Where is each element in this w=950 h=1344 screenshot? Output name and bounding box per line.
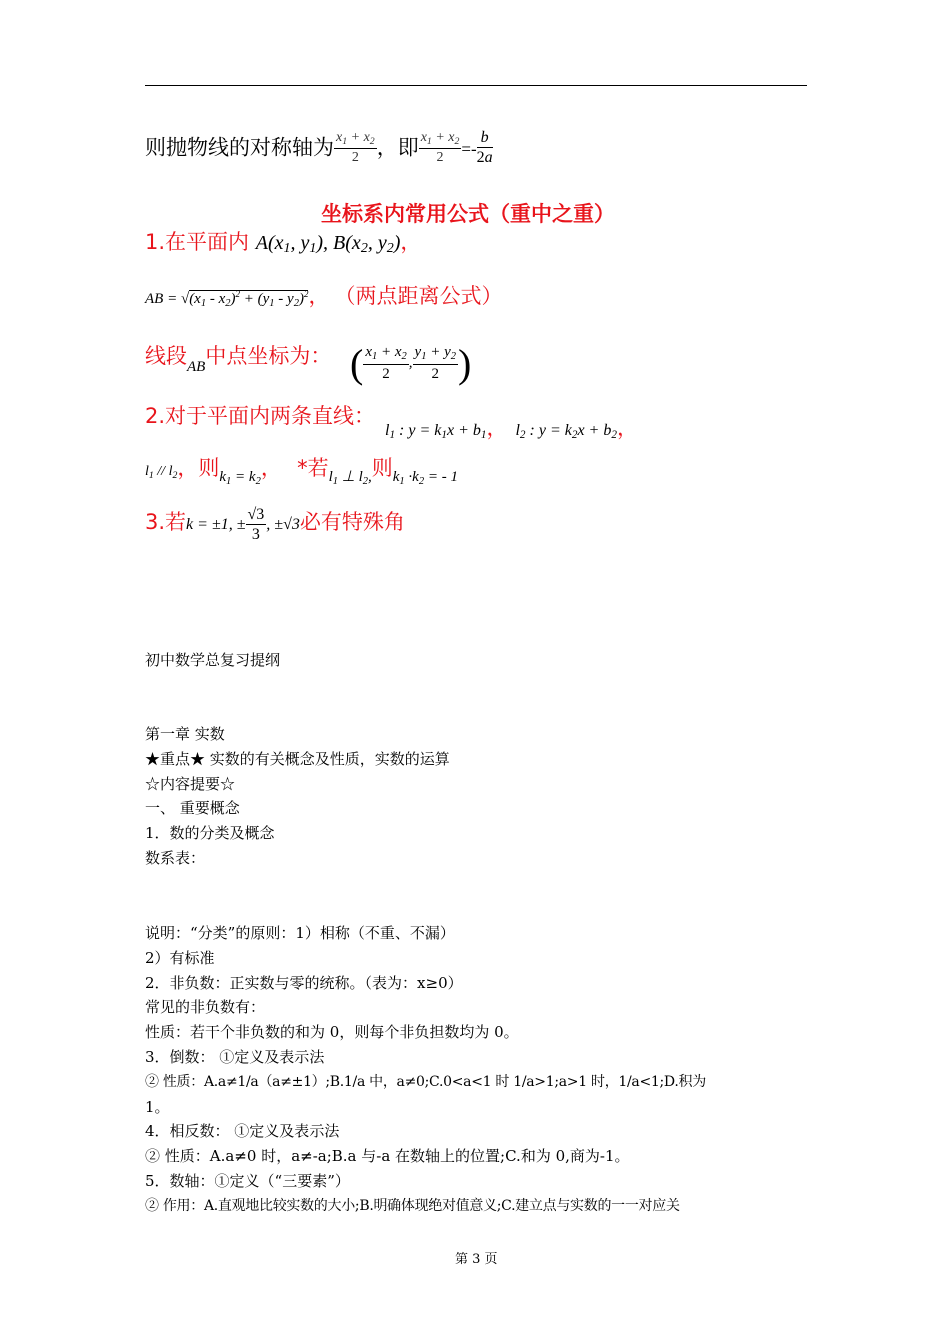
item1-line: 1.在平面内 $A(x_1$, $y_1$), $B(x_2$, $y_2$)， xyxy=(145,230,422,256)
comma-ji: ，即 xyxy=(376,135,419,160)
text-line: 2．非负数：正实数与零的统称。（表为：x≥0） xyxy=(145,973,463,992)
page-number: 第 3 页 xyxy=(455,1252,498,1267)
text-line: ☆内容提要☆ xyxy=(145,774,236,793)
notes-block xyxy=(145,921,809,1219)
parallel-perpendicular-line: $l_1 // l_2$，则$k_1 = k_2$， *若$l_1$ ⊥ $l_2$,则$k_1 \cdot k_2$ = - 1 xyxy=(145,456,458,487)
distance-formula: AB = $√(x_1 - x_2)^2 + (y_1 - y_2)^2$ xyxy=(145,289,309,309)
section-title: 坐标系内常用公式（重中之重） xyxy=(321,202,615,226)
fraction-x1-x2-over-2-b: $\frac{x_1 + x_2}{2}$ xyxy=(420,130,460,165)
distance-note: （两点距离公式） xyxy=(334,284,503,308)
distance-formula-line: AB = $√(x_1 - x_2)^2 + (y_1 - y_2)^2$， （两点距离公式） xyxy=(145,284,503,309)
text-line: 一、 重要概念 xyxy=(145,799,240,818)
text-line: 第一章 实数 xyxy=(145,725,225,743)
points-a-b: $A(x_1$, $y_1$), $B(x_2$, $y_2$) xyxy=(255,232,401,256)
midpoint-line xyxy=(145,340,331,376)
text-line: 4．相反数： ①定义及表示法 xyxy=(145,1122,340,1141)
midpoint-formula: ( $\frac{x_1 + x_2}{2}$ , $\frac{y_1 + y_2}{2}$ ) xyxy=(350,341,472,386)
equals-minus: =- xyxy=(461,139,477,159)
outline-title: 初中数学总复习提纲 xyxy=(145,651,281,669)
item3-label-b: 必有特殊角 xyxy=(299,510,405,535)
text-line: 性质：若干个非负数的和为 0，则每个非负担数均为 0。 xyxy=(145,1023,519,1042)
text-line: ② 作用：A.直观地比较实数的大小;B.明确体现绝对值意义;C.建立点与实数的一一对应关 xyxy=(145,1197,680,1214)
item1-label: 1.在平面内 xyxy=(145,230,250,254)
text-line: ② 性质：A.a≠0 时，a≠-a;B.a 与-a 在数轴上的位置;C.和为 0,商为-1。 xyxy=(145,1147,630,1166)
text-line: 2）有标准 xyxy=(145,948,215,967)
text-line: 说明：“分类”的原则：1）相称（不重、不漏） xyxy=(145,924,455,942)
text-line: ② 性质：A.a≠1/a（a≠±1）;B.1/a 中，a≠0;C.0<a<1 时 1/a>1;a>1 时，1/a<1;D.积为 xyxy=(145,1073,706,1090)
item2-line xyxy=(145,400,375,430)
text-line: 3．倒数： ①定义及表示法 xyxy=(145,1047,325,1066)
then-1: 则 xyxy=(198,456,220,480)
text-line: 1。 xyxy=(145,1097,170,1116)
chapter-block xyxy=(145,722,450,871)
item3-line xyxy=(145,505,405,546)
text-line: 数系表： xyxy=(145,848,206,867)
fraction-b-over-2a: $\frac{b}{2a}$ xyxy=(476,129,493,167)
symmetry-axis-text: 则抛物线的对称轴为 xyxy=(145,135,334,160)
text-line: ★重点★ 实数的有关概念及性质，实数的运算 xyxy=(145,749,450,768)
item3-label-a: 3.若 xyxy=(145,510,187,535)
midpoint-label-a: 线段 xyxy=(145,344,187,368)
fraction-x1-x2-over-2: $\frac{x_1 + x_2}{2}$ xyxy=(336,130,375,165)
if-2: *若 xyxy=(297,456,329,480)
k-values: k = ±1, ± $\frac{√3}{3}$ , ±√3 xyxy=(186,506,300,544)
item2-label: 2.对于平面内两条直线： xyxy=(145,404,376,428)
header-rule xyxy=(145,85,807,86)
symmetry-axis-line xyxy=(145,128,493,169)
text-line: 常见的非负数有： xyxy=(145,998,266,1017)
text-line: 5．数轴：①定义（“三要素”） xyxy=(145,1171,350,1190)
then-2: 则 xyxy=(371,456,393,480)
text-line: 1．数的分类及概念 xyxy=(145,824,275,843)
midpoint-ab: AB xyxy=(187,359,206,375)
midpoint-label-b: 中点坐标为： xyxy=(205,344,332,368)
lines-l1-l2: $l_1$ : $y = k_1x + b_1$， $l_2$ : $y = k_2x + b_2$， xyxy=(385,416,638,441)
